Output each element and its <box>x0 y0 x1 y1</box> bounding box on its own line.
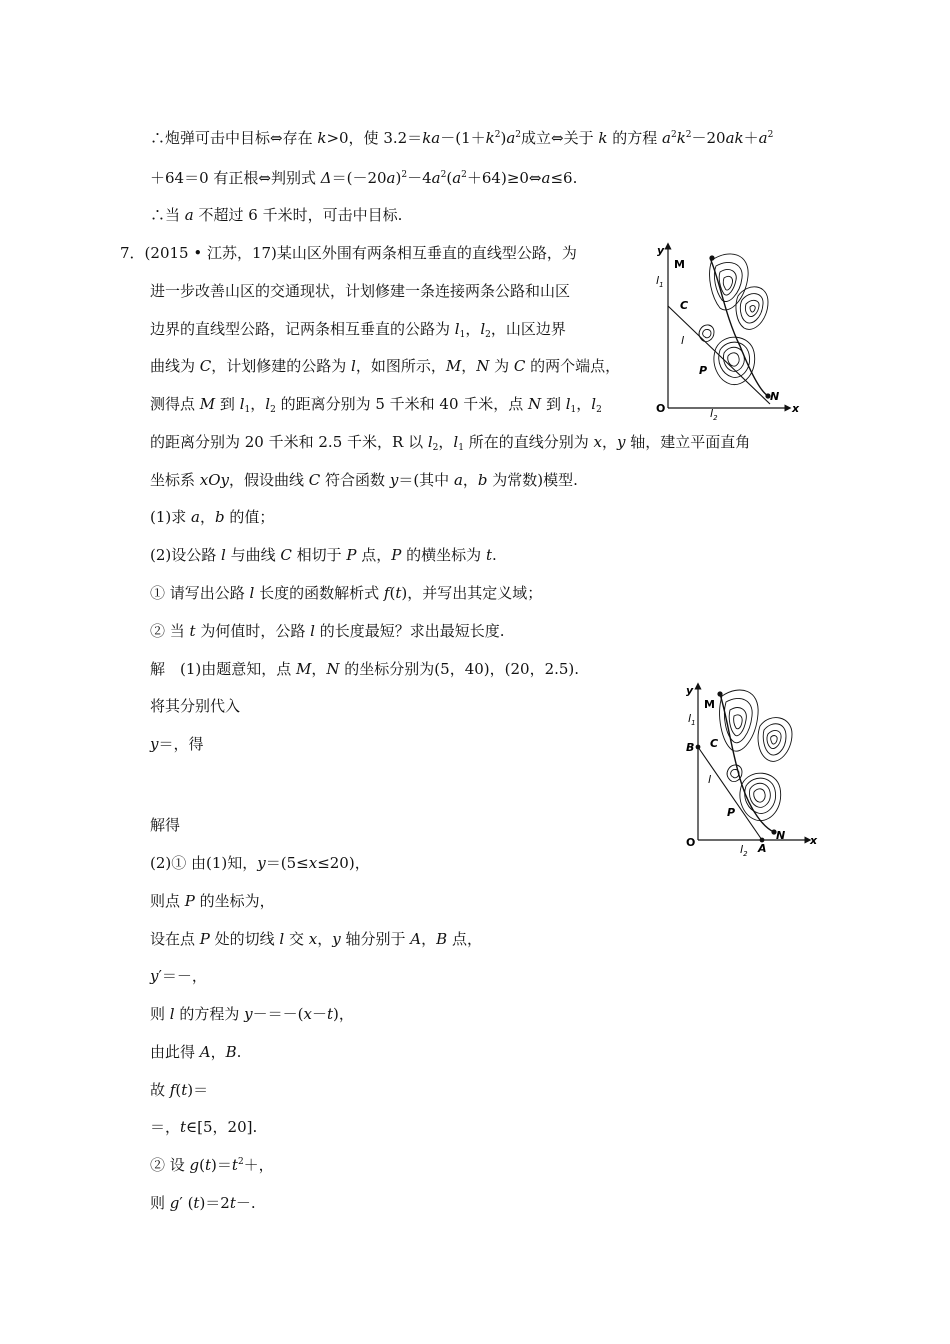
contour-group-1 <box>720 690 759 751</box>
superscript: 2 <box>767 130 774 140</box>
text-run: ＋64＝0 有正根⇔判别式 <box>150 169 321 187</box>
math-variable: N <box>528 395 542 413</box>
text-run: 与曲线 <box>225 546 281 564</box>
text-run: >0，使 3.2＝ <box>326 129 423 147</box>
superscript: 2 <box>685 130 692 140</box>
question-1 <box>150 507 274 527</box>
text-run: ) <box>500 129 507 147</box>
text-run: －. <box>235 1194 256 1212</box>
math-variable: N <box>476 357 490 375</box>
text-run: ＝(5≤ <box>265 854 309 872</box>
math-variable: g <box>189 1156 200 1174</box>
label-x: x <box>810 834 818 847</box>
problem-7-line-1 <box>120 243 577 263</box>
figure-mountain-roads-1 <box>650 236 810 421</box>
label-l1: $l_1$ <box>688 712 696 727</box>
text-run: 不超过 6 千米时，可击中目标. <box>193 206 403 224</box>
solution-line-4 <box>150 815 180 835</box>
solution-line-8 <box>150 966 207 986</box>
text-run: ① 请写出公路 <box>150 584 250 602</box>
label-a: A <box>758 842 767 855</box>
math-variable: l <box>453 433 459 451</box>
text-run: ＝，得 <box>158 735 204 753</box>
solution-line-12 <box>150 1117 257 1137</box>
math-variable: C <box>280 546 292 564</box>
text-run: 为常数)模型. <box>487 471 578 489</box>
text-run: ( <box>389 584 396 602</box>
text-run: 由此得 <box>150 1043 200 1061</box>
text-run: 的距离分别为 5 千米和 40 千米，点 <box>275 395 529 413</box>
text-run: 为 <box>489 357 514 375</box>
solution-line-3 <box>150 734 204 754</box>
label-y: y <box>657 244 665 257</box>
question-2 <box>150 545 497 565</box>
text-run: 所在的直线分别为 <box>463 433 594 451</box>
text-run: 符合函数 <box>320 471 390 489</box>
math-variable: l <box>169 1005 175 1023</box>
math-variable: P <box>346 546 357 564</box>
math-variable: P <box>391 546 402 564</box>
math-variable: t <box>180 1118 187 1136</box>
label-m: M <box>674 258 685 271</box>
label-l1: $l_1$ <box>656 274 664 289</box>
label-o: O <box>656 402 666 415</box>
text-run: ② 设 <box>150 1156 190 1174</box>
math-variable: g <box>169 1194 180 1212</box>
text-run: 则 <box>150 1005 170 1023</box>
subscript: 2 <box>432 443 439 453</box>
math-variable: ka <box>422 129 441 147</box>
text-run: ) <box>395 169 402 187</box>
question-2-part-2 <box>150 621 504 641</box>
text-run: ， <box>199 508 215 526</box>
math-variable: k <box>598 129 608 147</box>
text-run: ＝(其中 <box>398 471 454 489</box>
math-variable: t <box>485 546 492 564</box>
math-variable: a <box>506 129 516 147</box>
math-variable: y <box>332 930 341 948</box>
math-variable: l <box>265 395 271 413</box>
text-run: ＝(－20 <box>331 169 387 187</box>
superscript: 2 <box>237 1157 244 1167</box>
math-variable: y <box>150 735 159 753</box>
math-variable: l <box>310 622 315 640</box>
math-variable: a <box>191 508 200 526</box>
math-variable: C <box>199 357 212 375</box>
math-variable: M <box>296 660 312 678</box>
math-variable: N <box>326 660 340 678</box>
math-variable: a <box>758 129 768 147</box>
text-run: 则点 <box>150 892 185 910</box>
math-variable: x <box>308 854 318 872</box>
solution-line-1 <box>150 659 579 679</box>
text-run: 的两个端点， <box>525 357 621 375</box>
label-c: C <box>680 299 689 312</box>
label-l: l <box>708 773 712 786</box>
text-run: 轴分别于 <box>340 930 411 948</box>
solution-line-14 <box>150 1193 256 1213</box>
math-variable: t <box>231 1156 238 1174</box>
text-run: ′＝－， <box>158 967 207 985</box>
math-variable: P <box>184 892 195 910</box>
text-run: ( <box>175 1081 182 1099</box>
text-run: )＝ <box>211 1156 232 1174</box>
math-variable: B <box>225 1043 237 1061</box>
text-run: 处的切线 <box>209 930 280 948</box>
solution-line-10 <box>150 1042 241 1062</box>
text-run: 进一步改善山区的交通现状，计划修建一条连接两条公路和山区 <box>150 282 571 300</box>
text-line-3 <box>150 205 402 225</box>
math-variable: a <box>541 169 551 187</box>
label-l2: $l_2$ <box>710 407 718 421</box>
contour-group-4 <box>714 337 755 384</box>
text-line-1 <box>150 128 773 148</box>
text-run: (2)① 由(1)知， <box>150 854 258 872</box>
text-run: ，山区边界 <box>490 320 566 338</box>
text-run: ′ ( <box>179 1194 194 1212</box>
text-run: (2)设公路 <box>150 546 222 564</box>
text-run: ∈[5，20]. <box>186 1118 258 1136</box>
text-run: 则 <box>150 1194 170 1212</box>
label-y: y <box>686 684 694 697</box>
math-variable: k <box>485 129 495 147</box>
solution-line-2 <box>150 696 240 716</box>
math-variable: t <box>326 1005 333 1023</box>
text-line-2 <box>150 168 577 188</box>
point-m <box>717 691 722 696</box>
text-run: 曲线为 <box>150 357 200 375</box>
problem-7-line-6 <box>150 432 750 452</box>
label-m: M <box>704 698 715 711</box>
text-run: ＋ <box>743 129 759 147</box>
subscript: 2 <box>485 330 491 340</box>
text-run: 到 <box>215 395 240 413</box>
math-variable: l <box>279 930 285 948</box>
text-run: －4 <box>407 169 432 187</box>
math-variable: a <box>431 169 441 187</box>
math-variable: l <box>221 546 226 564</box>
text-run: ≤20)， <box>317 854 370 872</box>
text-run: ( <box>446 169 453 187</box>
contour-group-1 <box>710 254 749 310</box>
subscript: 1 <box>570 405 577 415</box>
text-run: 解得 <box>150 816 181 834</box>
text-run: 到 <box>541 395 566 413</box>
math-variable: b <box>477 471 488 489</box>
superscript: 2 <box>461 170 467 180</box>
math-variable: y <box>150 967 159 985</box>
solution-line-11 <box>150 1080 208 1100</box>
text-run: ， <box>210 1043 226 1061</box>
label-b: B <box>686 741 695 754</box>
text-run: ，计划修建的公路为 <box>211 357 352 375</box>
math-variable: ak <box>725 129 744 147</box>
text-run: 为何值时，公路 <box>195 622 311 640</box>
text-run: 轴，建立平面直角 <box>625 433 751 451</box>
text-run: 的距离分别为 20 千米和 2.5 千米，R 以 <box>150 433 428 451</box>
label-n: N <box>776 829 786 842</box>
text-run: 点， <box>447 930 482 948</box>
text-run: ≤6. <box>550 169 578 187</box>
text-run: ， <box>250 395 266 413</box>
text-run: ，假设曲线 <box>229 471 309 489</box>
text-run: ，如图所示， <box>355 357 446 375</box>
text-run: 的值； <box>224 508 275 526</box>
subscript: 1 <box>459 330 466 340</box>
text-run: 的坐标分别为(5，40)，(20，2.5). <box>339 660 580 678</box>
math-variable: C <box>308 471 321 489</box>
math-variable: a <box>184 206 194 224</box>
label-c: C <box>710 737 719 750</box>
math-variable: b <box>215 508 225 526</box>
math-variable: f <box>169 1081 176 1099</box>
text-run: 坐标系 <box>150 471 200 489</box>
question-2-part-1 <box>150 583 542 603</box>
text-run: ， <box>462 471 478 489</box>
subscript: 2 <box>596 405 602 415</box>
math-variable: t <box>193 1194 200 1212</box>
math-variable: l <box>591 395 597 413</box>
problem-7-line-5 <box>150 394 602 414</box>
text-run: 的方程为 <box>174 1005 245 1023</box>
text-run: 的方程 <box>607 129 662 147</box>
math-variable: A <box>410 930 422 948</box>
solution-line-7 <box>150 929 482 949</box>
label-n: N <box>770 390 780 403</box>
math-variable: M <box>199 395 216 413</box>
text-run: －(1＋ <box>440 129 486 147</box>
label-l: l <box>681 334 685 347</box>
math-variable: A <box>199 1043 211 1061</box>
superscript: 2 <box>515 130 522 140</box>
math-variable: t <box>205 1156 212 1174</box>
problem-7-line-2 <box>150 281 570 301</box>
text-run: ∴炮弹可击中目标⇔存在 <box>150 129 318 147</box>
text-run: 相切于 <box>291 546 347 564</box>
solution-line-9 <box>150 1004 354 1024</box>
text-run: )＝ <box>187 1081 209 1099</box>
text-run: ， <box>317 930 333 948</box>
text-run: ( <box>199 1156 206 1174</box>
text-run: 的横坐标为 <box>401 546 486 564</box>
math-variable: k <box>317 129 327 147</box>
text-run: 测得点 <box>150 395 200 413</box>
contour-group-2 <box>736 287 768 330</box>
math-variable: a <box>662 129 671 147</box>
math-variable: C <box>513 357 526 375</box>
math-variable: t <box>181 1081 188 1099</box>
subscript: 1 <box>458 443 464 453</box>
superscript: 2 <box>401 170 408 180</box>
math-variable: f <box>383 584 390 602</box>
math-variable: y <box>617 433 626 451</box>
superscript: 2 <box>440 170 447 180</box>
text-run: )， <box>333 1005 354 1023</box>
math-variable: Δ <box>320 169 332 187</box>
text-run: 交 <box>284 930 309 948</box>
text-run: 7．(2015 • 江苏，17)某山区外围有两条相互垂直的直线型公路，为 <box>120 244 577 262</box>
text-run: － <box>311 1005 327 1023</box>
text-run: 的长度最短？求出最短长度. <box>314 622 505 640</box>
math-variable: x <box>303 1005 312 1023</box>
figure-mountain-roads-2 <box>680 680 840 860</box>
text-run: 成立⇔关于 <box>521 129 599 147</box>
text-run: ， <box>601 433 617 451</box>
text-run: ， <box>311 660 327 678</box>
text-run: ， <box>421 930 437 948</box>
text-run: 设在点 <box>150 930 200 948</box>
math-variable: M <box>445 357 462 375</box>
math-variable: l <box>480 320 486 338</box>
text-run: ， <box>465 320 481 338</box>
text-run: －20 <box>691 129 726 147</box>
text-run: 的坐标为， <box>194 892 275 910</box>
superscript: 2 <box>670 130 677 140</box>
subscript: 2 <box>270 405 276 415</box>
math-variable: B <box>436 930 448 948</box>
contour-group-3 <box>699 325 714 342</box>
text-run: －＝－( <box>252 1005 304 1023</box>
math-variable: y <box>389 471 399 489</box>
problem-7-line-4 <box>150 356 620 376</box>
text-run: 点， <box>356 546 392 564</box>
text-run: ② 当 <box>150 622 190 640</box>
math-variable: k <box>676 129 686 147</box>
text-run: ＋64)≥0⇔ <box>466 169 542 187</box>
contour-group-3 <box>727 765 742 782</box>
math-variable: l <box>427 433 433 451</box>
superscript: 2 <box>494 130 501 140</box>
text-run: )，并写出其定义域； <box>401 584 543 602</box>
problem-7-line-7 <box>150 470 578 490</box>
point-m <box>709 255 714 260</box>
math-variable: x <box>308 930 318 948</box>
solution-line-5 <box>150 853 370 873</box>
solution-line-6 <box>150 891 275 911</box>
text-run: )＝2 <box>199 1194 230 1212</box>
math-variable: l <box>249 584 255 602</box>
math-variable: P <box>199 930 210 948</box>
text-run: 将其分别代入 <box>150 697 241 715</box>
text-run: . <box>236 1043 242 1061</box>
text-run: 故 <box>150 1081 170 1099</box>
math-variable: a <box>453 471 463 489</box>
subscript: 1 <box>244 405 251 415</box>
text-run: 解 (1)由题意知，点 <box>150 660 297 678</box>
text-run: 边界的直线型公路，记两条相互垂直的公路为 <box>150 320 455 338</box>
label-o: O <box>686 836 696 849</box>
text-run: ∴当 <box>150 206 185 224</box>
problem-7-line-3 <box>150 319 566 339</box>
text-run: ， <box>576 395 592 413</box>
math-variable: xOy <box>199 471 230 489</box>
math-variable: x <box>593 433 602 451</box>
text-run: ＋， <box>243 1156 274 1174</box>
text-run: (1)求 <box>150 508 192 526</box>
math-variable: l <box>565 395 571 413</box>
label-x: x <box>792 402 800 415</box>
math-variable: l <box>454 320 460 338</box>
contour-group-2 <box>758 718 792 762</box>
math-variable: a <box>386 169 396 187</box>
road-l <box>698 747 762 840</box>
text-run: ， <box>438 433 454 451</box>
text-run: . <box>491 546 497 564</box>
text-run: ＝， <box>150 1118 181 1136</box>
label-p: P <box>727 806 736 819</box>
math-variable: y <box>257 854 266 872</box>
label-l2: $l_2$ <box>740 843 748 858</box>
label-p: P <box>699 364 708 377</box>
solution-line-13 <box>150 1155 274 1175</box>
math-variable: y <box>244 1005 253 1023</box>
math-variable: t <box>189 622 196 640</box>
point-b <box>696 745 701 750</box>
text-run: 长度的函数解析式 <box>254 584 384 602</box>
math-variable: t <box>229 1194 236 1212</box>
math-variable: a <box>452 169 462 187</box>
text-run: ， <box>461 357 477 375</box>
math-variable: l <box>239 395 245 413</box>
math-variable: l <box>351 357 356 375</box>
math-variable: t <box>395 584 402 602</box>
